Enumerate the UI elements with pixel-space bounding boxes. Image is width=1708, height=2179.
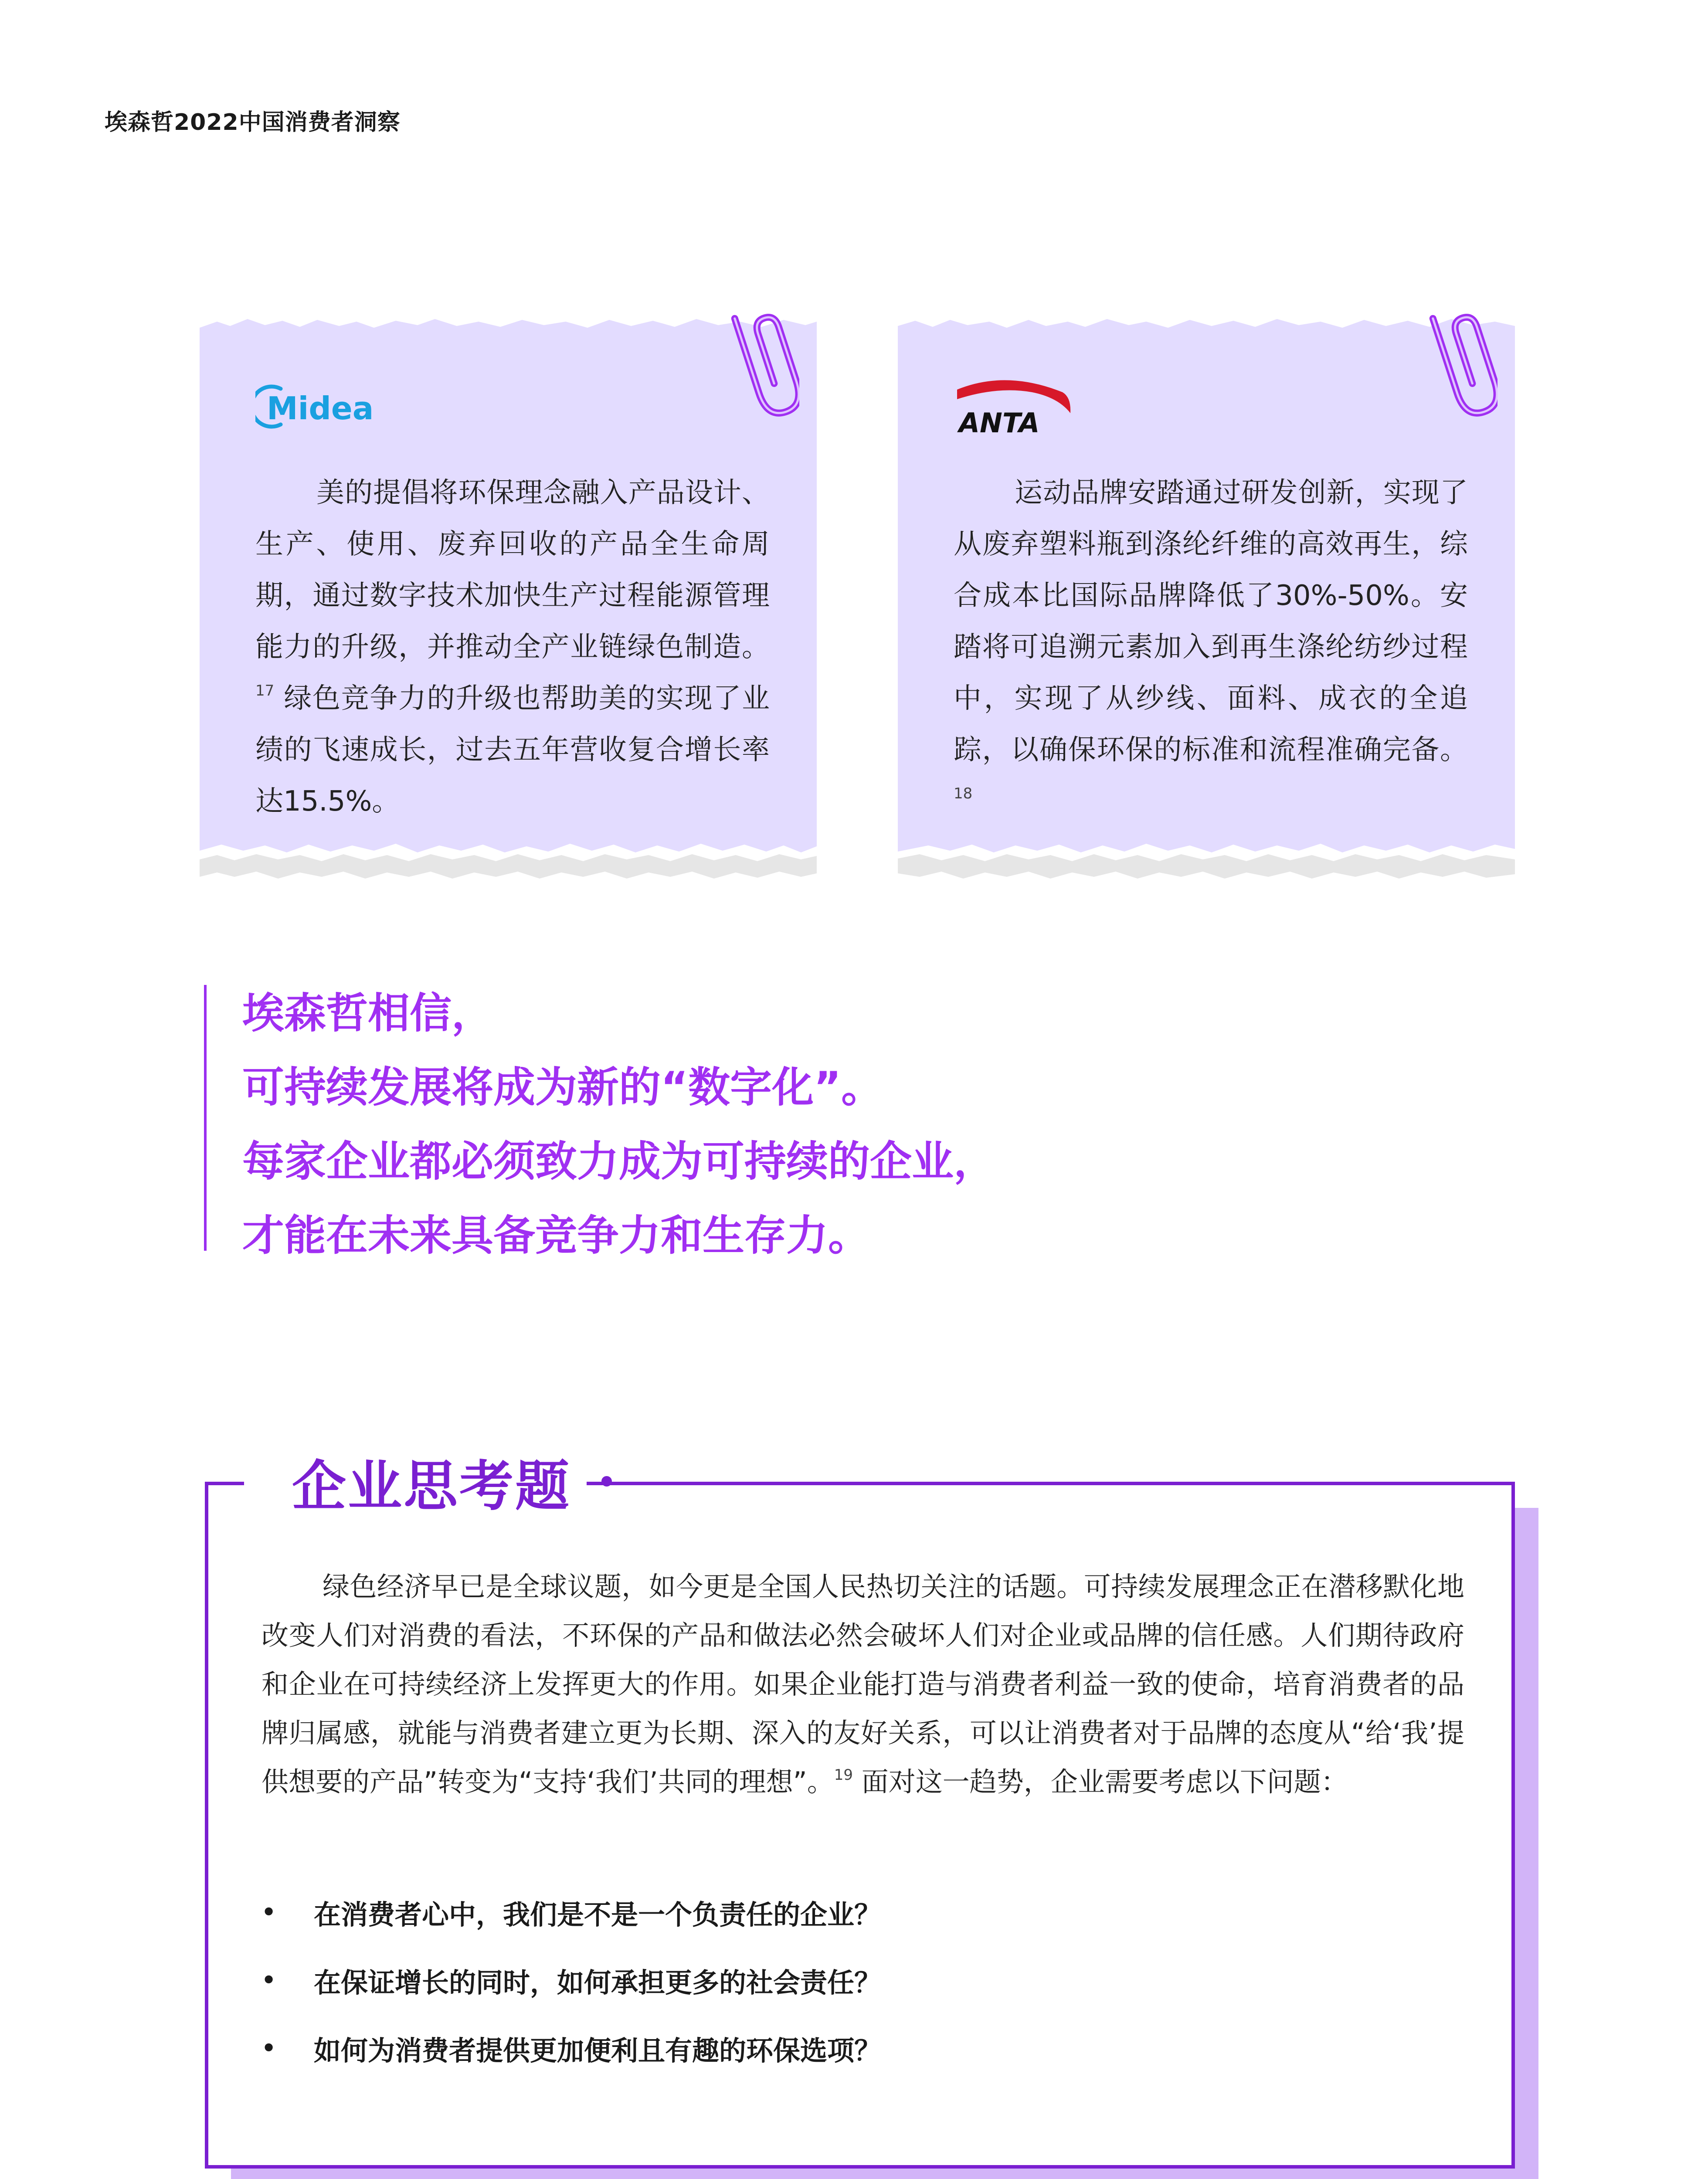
footnote-ref-17: 17 xyxy=(255,682,275,699)
anta-logo xyxy=(954,371,1084,443)
paper-clip-icon xyxy=(721,302,799,428)
list-item xyxy=(261,1946,881,2014)
question-box-body-text: 绿色经济早已是全球议题，如今更是全国人民热切关注的话题。可持续发展理念正在潜移默化地改变人们对消费的看法，不环保的产品和做法必然会破坏人们对企业或品牌的信任感。人们期待政府和企业在可持续经济上发挥更大的作用。如果企业能打造与消费者利益一致的使命，培育消费者的品牌归属感，就能与消费者建立更为长期、深入的友好关系，可以让消费者对于品牌的态度从“给‘我’提供想要的产品”转变为“支持‘我们’共同的理想”。 xyxy=(261,1571,1464,1798)
question-list xyxy=(261,1878,881,2082)
torn-paper-bottom-edge xyxy=(898,833,1515,886)
anta-logo-mark-icon xyxy=(954,371,1084,441)
bullet-icon: • xyxy=(261,1967,276,1993)
anta-case-text xyxy=(954,467,1468,827)
title-dot-icon xyxy=(601,1476,612,1487)
anta-case-body: 运动品牌安踏通过研发创新，实现了从废弃塑料瓶到涤纶纤维的高效再生，综合成本比国际品牌降低了30%-50%。安踏将可追溯元素加入到再生涤纶纺纱过程中，实现了从纱线、面料、成衣的全追踪，以确保环保的标准和流程准确完备。 xyxy=(954,477,1468,766)
footnote-ref-19: 19 xyxy=(834,1766,853,1784)
midea-logo xyxy=(255,371,404,434)
pull-quote xyxy=(242,976,995,1273)
question-text: 在保证增长的同时，如何承担更多的社会责任？ xyxy=(314,1966,882,1999)
midea-case-text xyxy=(255,467,770,827)
question-box-title: 企业思考题 xyxy=(292,1455,571,1518)
quote-line-1: 埃森哲相信， xyxy=(242,989,493,1038)
question-box-title-wrap xyxy=(244,1447,587,1517)
list-item xyxy=(261,2014,881,2082)
bullet-icon: • xyxy=(261,2035,276,2061)
question-box-body-tail: 面对这一趋势，企业需要考虑以下问题： xyxy=(853,1766,1348,1798)
list-item xyxy=(261,1878,881,1946)
anta-logo-text: ANTA xyxy=(959,407,1040,439)
question-text: 如何为消费者提供更加便利且有趣的环保选项？ xyxy=(314,2034,882,2067)
question-box-body xyxy=(261,1562,1464,1806)
torn-paper-bottom-edge xyxy=(200,833,817,886)
midea-case-body: 美的提倡将环保理念融入产品设计、生产、使用、废弃回收的产品全生命周期，通过数字技术加快生产过程能源管理能力的升级，并推动全产业链绿色制造。 xyxy=(255,477,770,663)
footnote-ref-18: 18 xyxy=(954,785,973,802)
question-text: 在消费者心中，我们是不是一个负责任的企业？ xyxy=(314,1898,882,1931)
quote-accent-bar xyxy=(204,985,207,1251)
midea-logo-mark-icon xyxy=(255,371,404,432)
quote-line-4: 才能在未来具备竞争力和生存力。 xyxy=(242,1211,870,1260)
quote-line-2: 可持续发展将成为新的“数字化”。 xyxy=(242,1063,883,1112)
paper-clip-icon xyxy=(1419,302,1497,428)
bullet-icon: • xyxy=(261,1899,276,1925)
quote-line-3: 每家企业都必须致力成为可持续的企业， xyxy=(242,1137,995,1186)
midea-case-body-continued: 绿色竞争力的升级也帮助美的实现了业绩的飞速成长，过去五年营收复合增长率达15.5%。 xyxy=(255,682,770,818)
report-header-title: 埃森哲2022中国消费者洞察 xyxy=(105,109,401,136)
midea-logo-text: Midea xyxy=(267,390,374,427)
anta-note-card xyxy=(898,328,1515,877)
midea-note-card xyxy=(200,328,817,877)
